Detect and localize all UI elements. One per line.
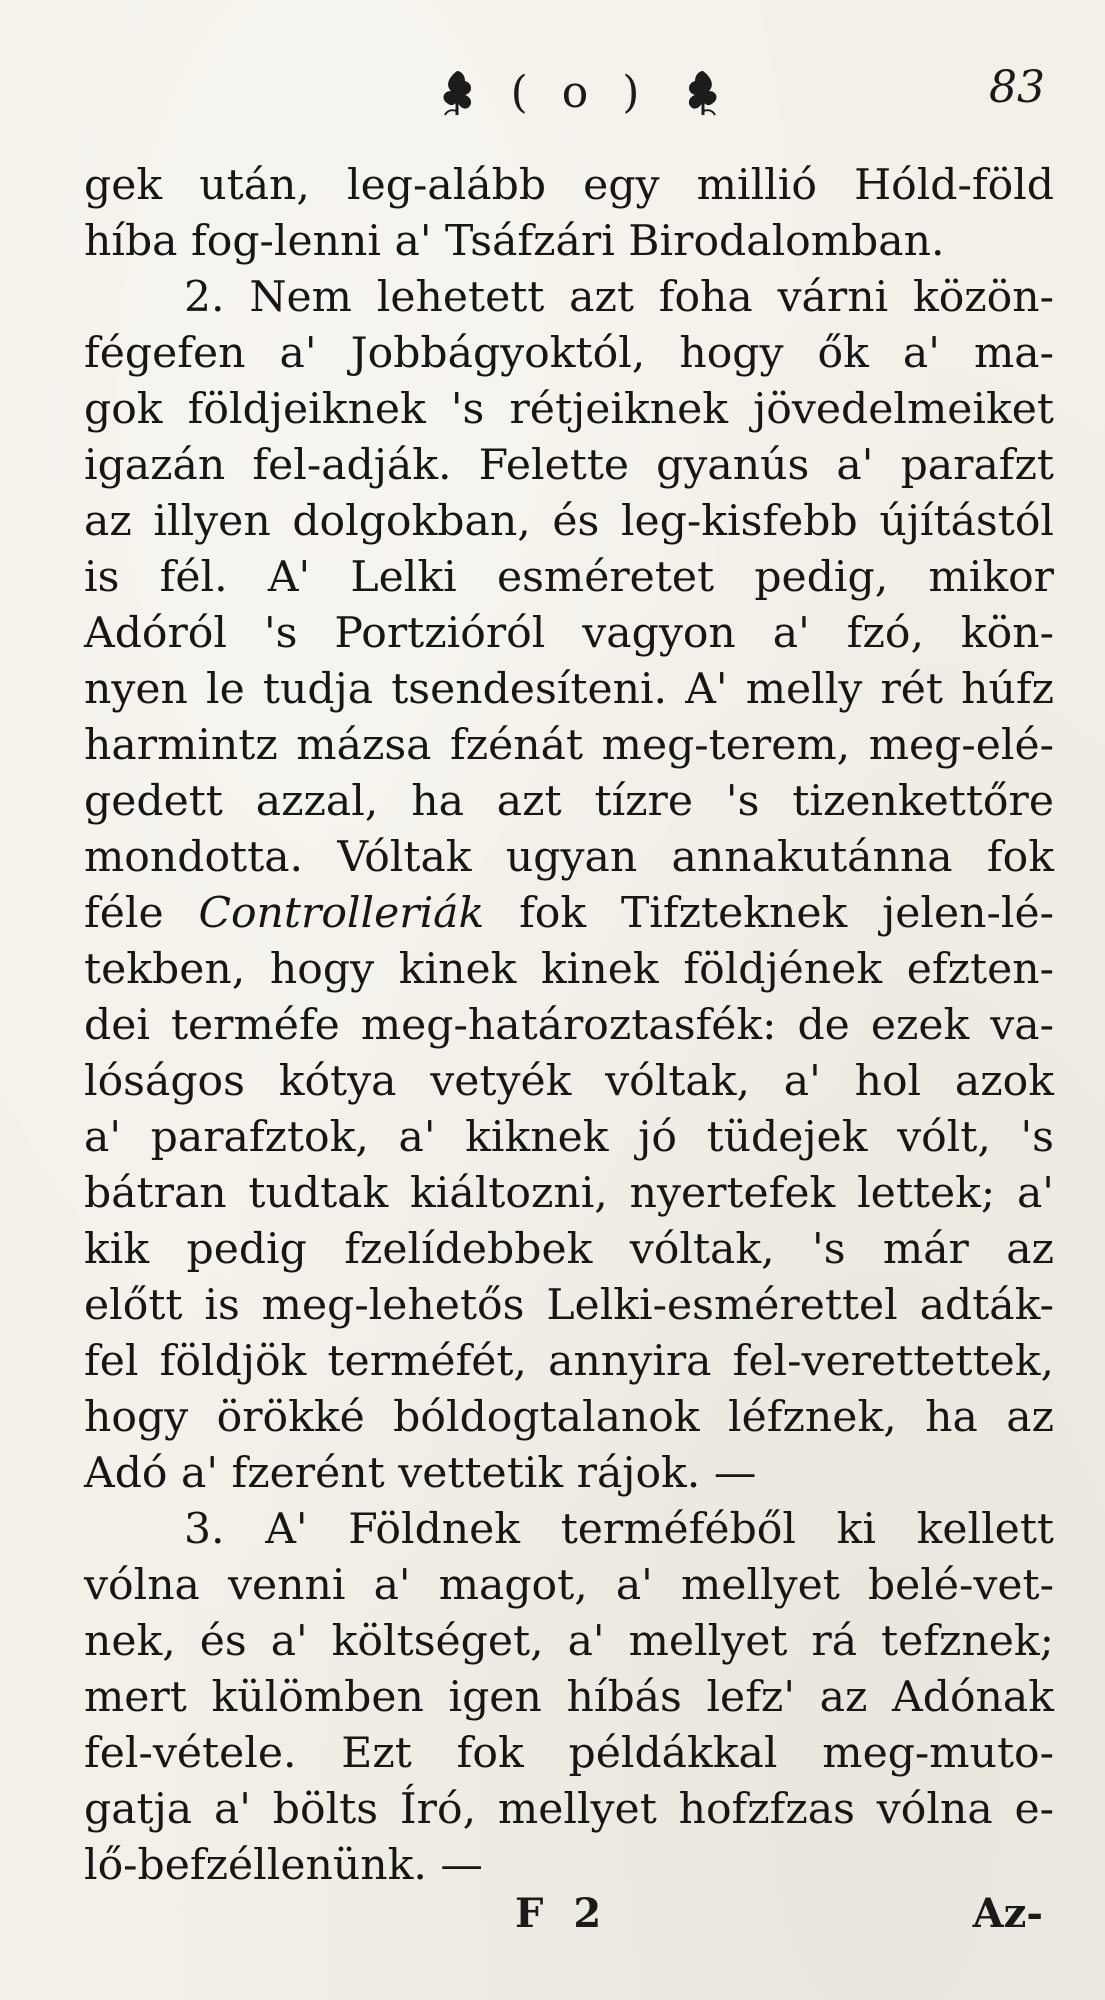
- text-line: is fél. A' Lelki esméretet pedig, mikor: [84, 553, 1054, 602]
- text-line: lő-befzéllenünk. —: [84, 1841, 483, 1890]
- text-line: gedett azzal, ha azt tízre 's tizenkettőre: [84, 777, 1054, 826]
- text-line: gok földjeiknek 's rétjeiknek jövedelmeiket: [84, 385, 1054, 434]
- text-line: tekben, hogy kinek kinek földjének efzten-: [84, 945, 1054, 994]
- header-mark: ( o ): [510, 66, 650, 118]
- text-line: gek után, leg-alább egy millió Hóld-föld: [84, 161, 1054, 210]
- floral-ornament-icon: [437, 67, 477, 117]
- text-line: mondotta. Vóltak ugyan annakutánna fok: [84, 833, 1054, 882]
- text-line: igazán fel-adják. Felette gyanús a' parafzt: [84, 441, 1054, 490]
- text-line: fel földjök terméfét, annyira fel-verettettek,: [84, 1337, 1054, 1386]
- text-line: fégefen a' Jobbágyoktól, hogy ők a' ma-: [84, 329, 1054, 378]
- text-line: fel-vétele. Ezt fok példákkal meg-muto-: [84, 1729, 1054, 1778]
- text-line: előtt is meg-lehetős Lelki-esmérettel adták-: [84, 1281, 1054, 1330]
- text-line: az illyen dolgokban, és leg-kisfebb újítástól: [84, 497, 1054, 546]
- text-line: Adó a' fzerént vettetik rájok. —: [84, 1449, 757, 1498]
- header-ornament-group: [400, 52, 760, 132]
- running-header: [0, 52, 1105, 132]
- text-line: a' parafztok, a' kiknek jó tüdejek vólt, 's: [84, 1113, 1054, 1162]
- text-line: dei terméfe meg-határoztasfék: de ezek va-: [84, 1001, 1054, 1050]
- text-line: nek, és a' költséget, a' mellyet rá tefznek;: [84, 1617, 1054, 1666]
- text-line: hogy örökké bóldogtalanok léfznek, ha az: [84, 1393, 1054, 1442]
- signature-mark: F 2: [515, 1890, 610, 1937]
- text-line: féle Controlleriák fok Tifzteknek jelen-lé-: [84, 889, 1054, 938]
- italic-term: Controlleriák: [198, 889, 485, 938]
- text-line: híba fog-lenni a' Tsáfzári Birodalomban.: [84, 217, 945, 266]
- page-footer: [0, 1890, 1105, 1960]
- text-line: harmintz mázsa fzénát meg-terem, meg-elé-: [84, 721, 1054, 770]
- text-line: lóságos kótya vetyék vóltak, a' hol azok: [84, 1057, 1054, 1106]
- text-line: nyen le tudja tsendesíteni. A' melly rét húfz: [84, 665, 1054, 714]
- text-line: gatja a' bölts Író, mellyet hofzfzas vólna e-: [84, 1785, 1054, 1834]
- text-line: vólna venni a' magot, a' mellyet belé-vet-: [84, 1561, 1054, 1610]
- text-line: 3. A' Földnek terméféből ki kellett: [184, 1505, 1054, 1554]
- catchword: Az-: [972, 1890, 1043, 1937]
- body-text: [84, 158, 1054, 1894]
- text-line: Adóról 's Portzióról vagyon a' fzó, kön-: [84, 609, 1054, 658]
- page-number: 83: [989, 62, 1045, 113]
- text-line: mert külömben igen híbás lefz' az Adónak: [84, 1673, 1054, 1722]
- text-line: kik pedig fzelídebbek vóltak, 's már az: [84, 1225, 1054, 1274]
- text-line: 2. Nem lehetett azt foha várni közön-: [184, 273, 1054, 322]
- text-line: bátran tudtak kiáltozni, nyertefek lettek; a': [84, 1169, 1054, 1218]
- floral-ornament-icon: [683, 67, 723, 117]
